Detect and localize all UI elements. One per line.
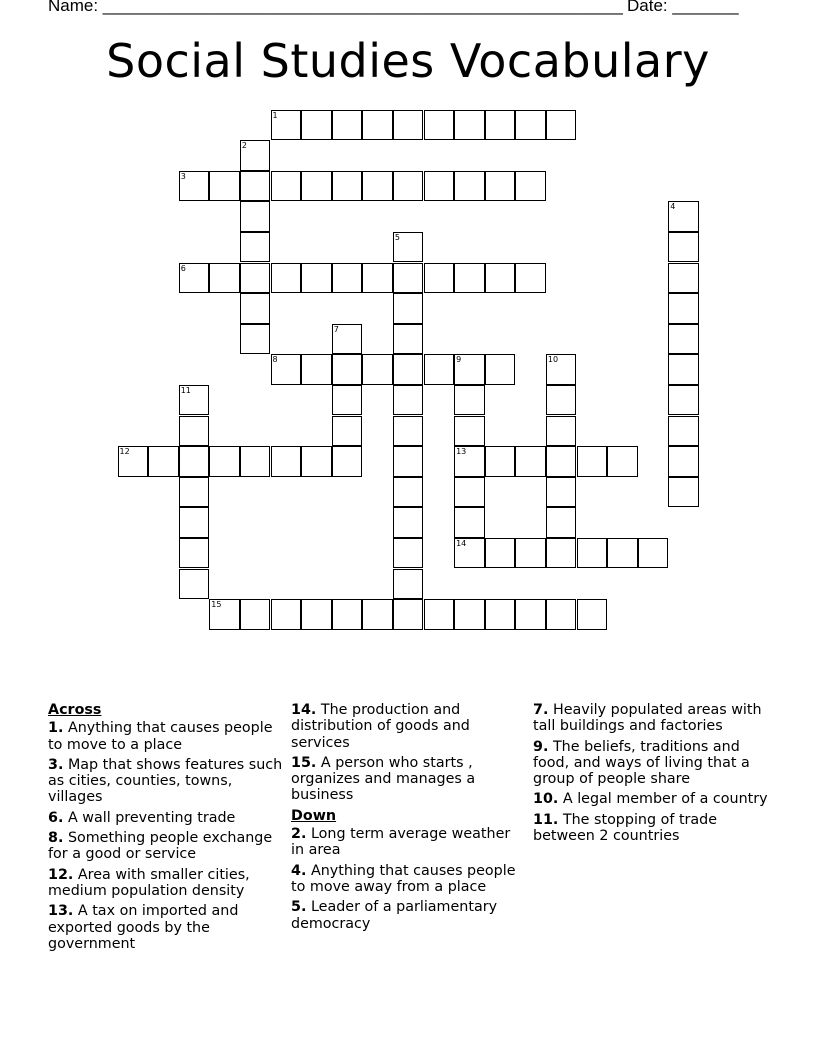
grid-cell[interactable] xyxy=(362,110,393,141)
grid-cell[interactable] xyxy=(515,171,546,202)
grid-cell[interactable] xyxy=(179,416,210,447)
clue-number: 8. xyxy=(48,830,64,847)
cell-number: 3 xyxy=(180,171,186,181)
clue-text: A tax on imported and exported goods by the government xyxy=(48,903,239,952)
clue-number: 1. xyxy=(48,720,64,737)
clue-number: 10. xyxy=(533,791,559,808)
grid-cell[interactable] xyxy=(240,140,271,171)
grid-cell[interactable] xyxy=(546,538,577,569)
name-field-label: Name: _______________________________________________________ xyxy=(48,0,623,15)
clue-number: 15. xyxy=(291,754,317,771)
grid-cell[interactable] xyxy=(668,477,699,508)
cell-number: 2 xyxy=(241,141,247,151)
clue-down-10 xyxy=(533,791,773,807)
grid-cell[interactable] xyxy=(668,293,699,324)
grid-cell[interactable] xyxy=(209,171,240,202)
grid-cell[interactable] xyxy=(271,354,302,385)
grid-cell[interactable] xyxy=(301,354,332,385)
grid-cell[interactable] xyxy=(332,385,363,416)
grid-cell[interactable] xyxy=(515,538,546,569)
grid-cell[interactable] xyxy=(271,263,302,294)
grid-cell[interactable] xyxy=(301,599,332,630)
grid-cell[interactable] xyxy=(454,538,485,569)
grid-cell[interactable] xyxy=(485,538,516,569)
clue-text: A legal member of a country xyxy=(562,791,768,808)
clue-number: 2. xyxy=(291,826,307,843)
grid-cell[interactable] xyxy=(332,171,363,202)
clue-text: A wall preventing trade xyxy=(67,809,236,826)
grid-cell[interactable] xyxy=(424,354,455,385)
clue-down-7 xyxy=(533,702,773,735)
grid-cell[interactable] xyxy=(301,263,332,294)
grid-cell[interactable] xyxy=(454,110,485,141)
cell-number: 6 xyxy=(180,263,186,273)
grid-cell[interactable] xyxy=(332,324,363,355)
clue-text: Anything that causes people to move to a place xyxy=(48,720,273,753)
grid-cell[interactable] xyxy=(424,171,455,202)
clue-across-14 xyxy=(291,702,526,751)
grid-cell[interactable] xyxy=(332,263,363,294)
grid-cell[interactable] xyxy=(393,354,424,385)
grid-cell[interactable] xyxy=(577,446,608,477)
grid-cell[interactable] xyxy=(393,171,424,202)
clues-column-3 xyxy=(533,702,773,848)
clue-text: The stopping of trade between 2 countries xyxy=(533,811,718,845)
grid-cell[interactable] xyxy=(362,354,393,385)
cell-number: 14 xyxy=(456,538,467,548)
grid-cell[interactable] xyxy=(332,416,363,447)
grid-cell[interactable] xyxy=(362,263,393,294)
cell-number: 7 xyxy=(333,324,339,334)
clues-column-2 xyxy=(291,702,526,936)
grid-cell[interactable] xyxy=(668,416,699,447)
cell-number: 12 xyxy=(119,447,130,457)
clue-across-13 xyxy=(48,903,283,952)
grid-cell[interactable] xyxy=(668,385,699,416)
clue-number: 3. xyxy=(48,756,64,773)
clue-down-11 xyxy=(533,812,773,845)
clue-down-9 xyxy=(533,739,773,788)
clue-across-3 xyxy=(48,757,283,806)
grid-cell[interactable] xyxy=(668,263,699,294)
grid-cell[interactable] xyxy=(393,324,424,355)
grid-cell[interactable] xyxy=(546,110,577,141)
cell-number: 13 xyxy=(456,447,467,457)
grid-cell[interactable] xyxy=(301,171,332,202)
grid-cell[interactable] xyxy=(454,477,485,508)
grid-cell[interactable] xyxy=(668,446,699,477)
grid-cell[interactable] xyxy=(515,263,546,294)
clue-number: 7. xyxy=(533,702,549,718)
clue-across-15 xyxy=(291,755,526,804)
grid-cell[interactable] xyxy=(393,263,424,294)
cell-number: 8 xyxy=(272,355,278,365)
grid-cell[interactable] xyxy=(240,324,271,355)
grid-cell[interactable] xyxy=(209,446,240,477)
across-heading: Across xyxy=(48,702,102,718)
grid-cell[interactable] xyxy=(393,446,424,477)
grid-cell[interactable] xyxy=(179,569,210,600)
page-title: Social Studies Vocabulary xyxy=(106,34,710,88)
grid-cell[interactable] xyxy=(485,263,516,294)
grid-cell[interactable] xyxy=(393,599,424,630)
grid-cell[interactable] xyxy=(454,416,485,447)
grid-cell[interactable] xyxy=(454,171,485,202)
clue-across-6 xyxy=(48,810,283,826)
grid-cell[interactable] xyxy=(668,324,699,355)
grid-cell[interactable] xyxy=(424,599,455,630)
grid-cell[interactable] xyxy=(485,171,516,202)
grid-cell[interactable] xyxy=(454,354,485,385)
clue-number: 14. xyxy=(291,702,317,718)
date-field-label: Date: _______ xyxy=(627,0,739,15)
cell-number: 10 xyxy=(547,355,559,365)
grid-cell[interactable] xyxy=(209,263,240,294)
grid-cell[interactable] xyxy=(424,110,455,141)
grid-cell[interactable] xyxy=(393,507,424,538)
down-heading: Down xyxy=(291,807,337,824)
clue-text: The production and distribution of goods and services xyxy=(291,702,470,751)
grid-cell[interactable] xyxy=(546,416,577,447)
grid-cell[interactable] xyxy=(485,599,516,630)
grid-cell[interactable] xyxy=(393,385,424,416)
grid-cell[interactable] xyxy=(179,507,210,538)
grid-cell[interactable] xyxy=(179,385,210,416)
clue-number: 6. xyxy=(48,809,64,826)
grid-cell[interactable] xyxy=(454,446,485,477)
grid-cell[interactable] xyxy=(393,538,424,569)
grid-cell[interactable] xyxy=(515,446,546,477)
clue-across-8 xyxy=(48,830,283,863)
grid-cell[interactable] xyxy=(454,599,485,630)
grid-cell[interactable] xyxy=(301,110,332,141)
grid-cell[interactable] xyxy=(515,110,546,141)
grid-cell[interactable] xyxy=(546,385,577,416)
grid-cell[interactable] xyxy=(209,599,240,630)
grid-cell[interactable] xyxy=(301,446,332,477)
clue-down-5 xyxy=(291,899,526,932)
clue-text: Something people exchange for a good or service xyxy=(48,830,273,863)
grid-cell[interactable] xyxy=(332,110,363,141)
grid-cell[interactable] xyxy=(393,569,424,600)
grid-cell[interactable] xyxy=(118,446,149,477)
cell-number: 9 xyxy=(456,355,462,365)
clue-number: 9. xyxy=(533,738,549,755)
grid-cell[interactable] xyxy=(271,599,302,630)
clue-number: 11. xyxy=(533,811,559,828)
cell-number: 1 xyxy=(272,110,278,120)
clue-text: Area with smaller cities, medium population density xyxy=(48,866,250,899)
grid-cell[interactable] xyxy=(424,263,455,294)
grid-cell[interactable] xyxy=(668,354,699,385)
clue-text: The beliefs, traditions and food, and ways of living that a group of people share xyxy=(533,738,750,788)
grid-cell[interactable] xyxy=(607,538,638,569)
grid-cell[interactable] xyxy=(240,263,271,294)
clue-across-1 xyxy=(48,720,283,753)
grid-cell[interactable] xyxy=(179,446,210,477)
clue-number: 4. xyxy=(291,862,307,879)
grid-cell[interactable] xyxy=(148,446,179,477)
grid-cell[interactable] xyxy=(546,599,577,630)
grid-cell[interactable] xyxy=(271,446,302,477)
grid-cell[interactable] xyxy=(179,171,210,202)
grid-cell[interactable] xyxy=(454,263,485,294)
clue-down-2 xyxy=(291,826,526,859)
cell-number: 15 xyxy=(211,600,222,610)
cell-number: 11 xyxy=(180,385,191,395)
grid-cell[interactable] xyxy=(546,354,577,385)
grid-cell[interactable] xyxy=(362,171,393,202)
grid-cell[interactable] xyxy=(393,416,424,447)
clues-column-1 xyxy=(48,702,283,956)
clue-number: 5. xyxy=(291,899,307,916)
clue-number: 13. xyxy=(48,903,74,920)
grid-cell[interactable] xyxy=(454,507,485,538)
grid-cell[interactable] xyxy=(668,232,699,263)
grid-cell[interactable] xyxy=(577,599,608,630)
cell-number: 5 xyxy=(394,232,400,242)
clue-text: Heavily populated areas with tall buildings and factories xyxy=(533,702,762,735)
grid-cell[interactable] xyxy=(271,110,302,141)
grid-cell[interactable] xyxy=(332,446,363,477)
clue-text: A person who starts , organizes and manages a business xyxy=(291,754,476,804)
grid-cell[interactable] xyxy=(393,232,424,263)
grid-cell[interactable] xyxy=(668,201,699,232)
grid-cell[interactable] xyxy=(546,446,577,477)
clue-text: Long term average weather in area xyxy=(291,826,511,859)
grid-cell[interactable] xyxy=(240,446,271,477)
grid-cell[interactable] xyxy=(362,599,393,630)
grid-cell[interactable] xyxy=(240,201,271,232)
grid-cell[interactable] xyxy=(577,538,608,569)
grid-cell[interactable] xyxy=(485,446,516,477)
cell-number: 4 xyxy=(670,202,676,212)
grid-cell[interactable] xyxy=(546,507,577,538)
grid-cell[interactable] xyxy=(515,599,546,630)
grid-cell[interactable] xyxy=(332,599,363,630)
grid-cell[interactable] xyxy=(607,446,638,477)
grid-cell[interactable] xyxy=(179,477,210,508)
clue-text: Leader of a parliamentary democracy xyxy=(291,899,498,932)
grid-cell[interactable] xyxy=(332,354,363,385)
grid-cell[interactable] xyxy=(454,385,485,416)
clue-text: Anything that causes people to move away from a place xyxy=(291,862,516,895)
grid-cell[interactable] xyxy=(393,477,424,508)
grid-cell[interactable] xyxy=(638,538,669,569)
grid-cell[interactable] xyxy=(271,171,302,202)
grid-cell[interactable] xyxy=(179,263,210,294)
clue-text: Map that shows features such as cities, counties, towns, villages xyxy=(48,756,283,806)
grid-cell[interactable] xyxy=(546,477,577,508)
grid-cell[interactable] xyxy=(393,293,424,324)
clue-number: 12. xyxy=(48,866,74,883)
grid-cell[interactable] xyxy=(179,538,210,569)
grid-cell[interactable] xyxy=(393,110,424,141)
clue-across-12 xyxy=(48,867,283,900)
grid-cell[interactable] xyxy=(485,354,516,385)
grid-cell[interactable] xyxy=(240,293,271,324)
grid-cell[interactable] xyxy=(485,110,516,141)
clue-down-4 xyxy=(291,863,526,896)
grid-cell[interactable] xyxy=(240,599,271,630)
grid-cell[interactable] xyxy=(240,171,271,202)
grid-cell[interactable] xyxy=(240,232,271,263)
